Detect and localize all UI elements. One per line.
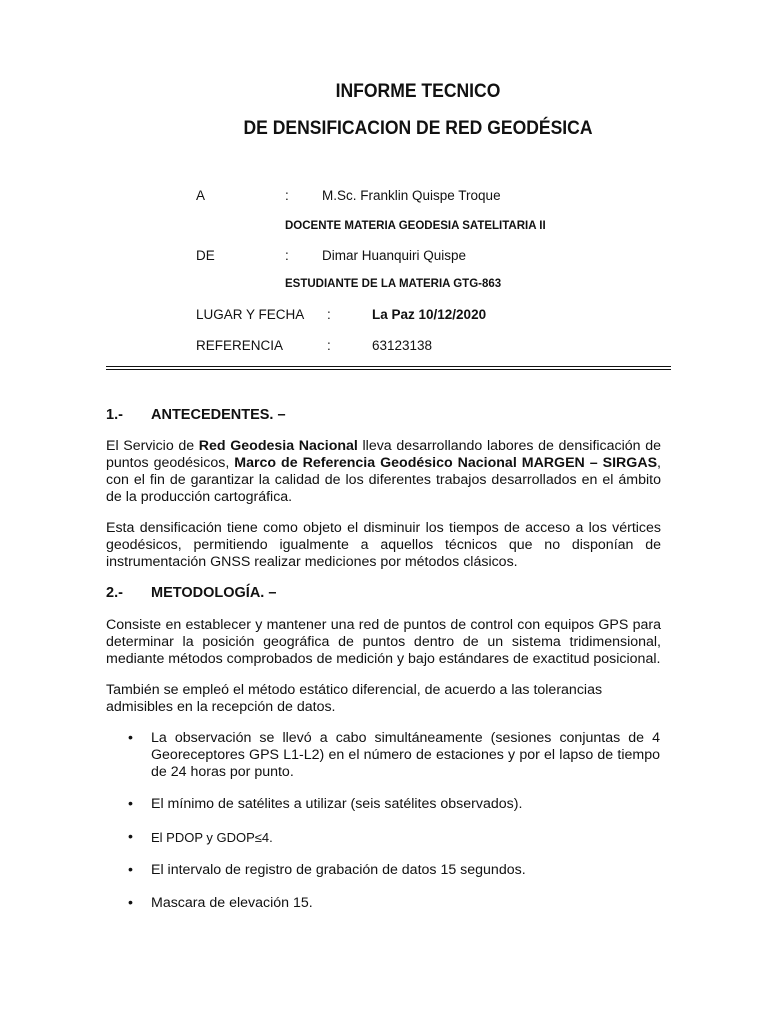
bullet-text: Mascara de elevación 15. — [151, 895, 313, 911]
bullet-item — [128, 895, 660, 912]
bullet-item — [128, 829, 660, 846]
header-a-value: M.Sc. Franklin Quispe Troque — [322, 188, 501, 203]
header-a-label: A — [196, 188, 206, 203]
section-1-paragraph-1 — [106, 438, 661, 506]
p1-text-c: lleva desarrollando labores de densificación de puntos geodésicos, — [106, 438, 661, 471]
bullet-item — [128, 730, 660, 781]
header-divider-bottom — [106, 369, 671, 370]
bullet-text: El intervalo de registro de grabación de datos 15 segundos. — [151, 862, 526, 878]
bullet-text: El mínimo de satélites a utilizar (seis satélites observados). — [151, 796, 523, 812]
header-ref-label: REFERENCIA — [196, 338, 284, 353]
bullet-item — [128, 796, 660, 813]
bullet-text: La observación se llevó a cabo simultáneamente (sesiones conjuntas de 4 Georeceptores GPS L1-L2) en el número de estaciones y por el lapso de tiempo de 24 horas por punto. — [151, 730, 660, 780]
header-ref-value: 63123138 — [372, 338, 433, 353]
bullet-icon: • — [128, 829, 133, 845]
report-title: INFORME TECNICO — [335, 80, 501, 102]
section-1-title: ANTECEDENTES. – — [151, 407, 286, 423]
header-a-role: DOCENTE MATERIA GEODESIA SATELITARIA II — [285, 220, 546, 232]
header-de-role: ESTUDIANTE DE LA MATERIA GTG-863 — [285, 278, 502, 290]
header-lugar-value: La Paz 10/12/2020 — [372, 307, 487, 322]
p1-text-e: , con el fin de garantizar la calidad de los diferentes trabajos desarrollados en el ámbito de la producción cartográfica. — [106, 455, 661, 505]
section-2-paragraph-1: Consiste en establecer y mantener una red de puntos de control con equipos GPS para determinar la posición geográfica de puntos dentro de un sistema tridimensional, mediante métodos comprobados de medición y bajo estándares de exactitud posicional. — [106, 617, 661, 667]
bullet-icon: • — [128, 730, 133, 746]
header-lugar-colon: : — [327, 307, 331, 322]
section-2-number: 2.- — [106, 585, 123, 601]
bullet-icon: • — [128, 796, 133, 812]
section-2-title: METODOLOGÍA. – — [151, 585, 277, 601]
header-lugar-label: LUGAR Y FECHA — [196, 307, 305, 322]
section-1-number: 1.- — [106, 407, 123, 423]
bullet-item — [128, 862, 660, 879]
p1-bold-margen-sirgas: Marco de Referencia Geodésico Nacional MARGEN – SIRGAS — [234, 455, 658, 471]
header-de-label: DE — [196, 248, 215, 263]
header-ref-colon: : — [327, 338, 331, 353]
header-a-colon: : — [285, 188, 289, 203]
p1-bold-red-geodesia: Red Geodesia Nacional — [198, 438, 358, 454]
section-2-paragraph-2: También se empleó el método estático diferencial, de acuerdo a las tolerancias admisibles en la recepción de datos. — [106, 682, 603, 715]
report-subtitle: DE DENSIFICACION DE RED GEODÉSICA — [243, 117, 593, 139]
bullet-text: El PDOP y GDOP≤4. — [151, 830, 273, 845]
bullet-icon: • — [128, 895, 133, 911]
header-de-value: Dimar Huanquiri Quispe — [322, 248, 467, 263]
header-de-colon: : — [285, 248, 289, 263]
bullet-icon: • — [128, 862, 133, 878]
p1-text-a: El Servicio de — [106, 438, 199, 454]
section-1-paragraph-2: Esta densificación tiene como objeto el disminuir los tiempos de acceso a los vértices geodésicos, permitiendo igualmente a aquellos técnicos que no disponían de instrumentación GNSS realizar mediciones por métodos clásicos. — [106, 520, 661, 570]
header-divider-top — [106, 366, 671, 367]
